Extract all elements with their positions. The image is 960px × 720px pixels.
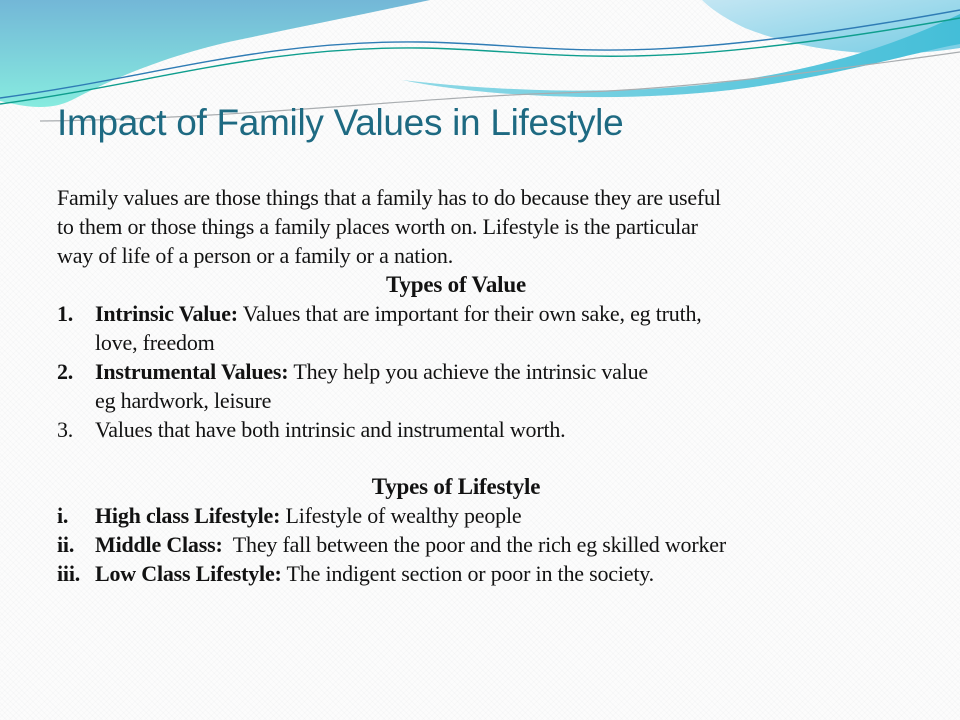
slide-title: Impact of Family Values in Lifestyle bbox=[57, 102, 624, 143]
intro-line: Family values are those things that a family has to do because they are useful bbox=[57, 185, 721, 210]
item-term: Instrumental Values: bbox=[95, 359, 289, 384]
intro-line: to them or those things a family places worth on. Lifestyle is the particular bbox=[57, 214, 698, 239]
intro-paragraph bbox=[57, 183, 855, 270]
list-marker: 3. bbox=[57, 417, 74, 442]
intro-line: way of life of a person or a family or a nation. bbox=[57, 243, 454, 268]
list-item-high-class bbox=[57, 501, 855, 530]
item-continuation: eg hardwork, leisure bbox=[95, 388, 272, 413]
item-text: Values that have both intrinsic and instrumental worth. bbox=[95, 417, 566, 442]
slide-body bbox=[57, 183, 855, 588]
item-text: They fall between the poor and the rich eg skilled worker bbox=[222, 532, 726, 557]
list-item-instrumental-values bbox=[57, 357, 855, 415]
list-item-intrinsic-value bbox=[57, 299, 855, 357]
item-text: They help you achieve the intrinsic value bbox=[288, 359, 648, 384]
item-continuation: love, freedom bbox=[95, 330, 215, 355]
list-item-middle-class bbox=[57, 530, 855, 559]
lifestyle-list bbox=[57, 501, 855, 588]
item-text: Values that are important for their own sake, eg truth, bbox=[237, 301, 702, 326]
value-list bbox=[57, 299, 855, 444]
list-marker: iii. bbox=[57, 561, 81, 586]
section-heading-types-of-lifestyle: Types of Lifestyle bbox=[371, 474, 541, 499]
section-heading-types-of-value: Types of Value bbox=[386, 272, 526, 297]
list-marker: 2. bbox=[57, 359, 74, 384]
list-marker: 1. bbox=[57, 301, 74, 326]
item-term: Middle Class: bbox=[95, 532, 223, 557]
list-marker: i. bbox=[57, 503, 69, 528]
wave-left-band bbox=[0, 0, 430, 107]
item-term: High class Lifestyle: bbox=[95, 503, 281, 528]
list-item-low-class bbox=[57, 559, 855, 588]
list-marker: ii. bbox=[57, 532, 75, 557]
list-item-both-worth bbox=[57, 415, 855, 444]
item-term: Intrinsic Value: bbox=[95, 301, 238, 326]
header-wave-art bbox=[0, 0, 960, 178]
item-text: The indigent section or poor in the society. bbox=[281, 561, 654, 586]
item-text: Lifestyle of wealthy people bbox=[280, 503, 522, 528]
item-term: Low Class Lifestyle: bbox=[95, 561, 282, 586]
